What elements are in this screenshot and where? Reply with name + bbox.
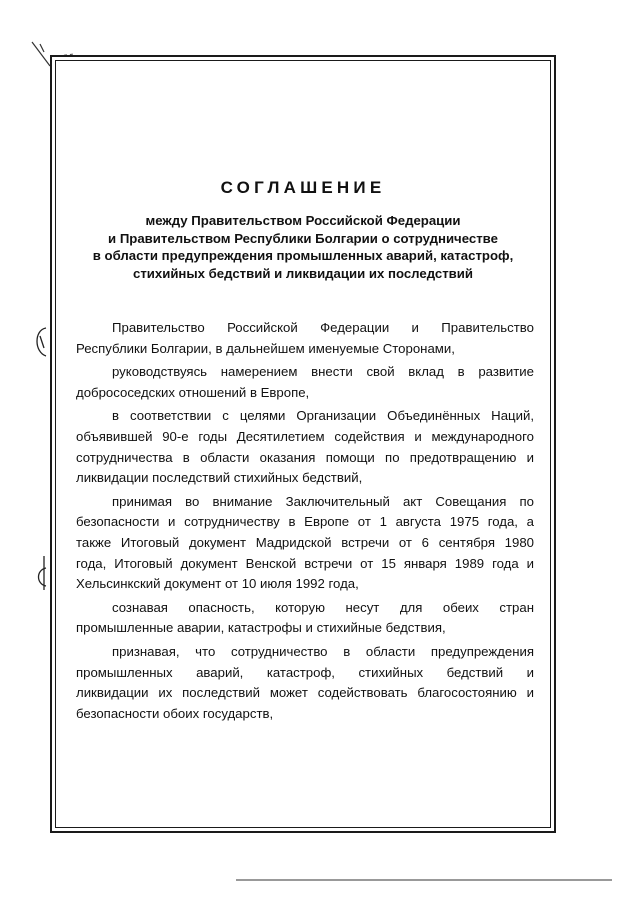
document-title: СОГЛАШЕНИЕ [220, 178, 386, 197]
paragraph-recognizing [76, 642, 534, 724]
text-line: принимая во внимание Заключительный акт Совещания по [112, 493, 534, 509]
paragraph-parties [76, 318, 534, 359]
text-line: сознавая опасность, которую несут для обеих стран [112, 599, 534, 615]
text-line: признавая, что сотрудничество в области предупреждения [112, 643, 534, 659]
text-line: сотрудничества в области оказания помощи по предотвращению и [76, 449, 534, 465]
text-line: Правительство Российской Федерации и Правительство [112, 320, 534, 335]
text-line: промышленные аварии, катастрофы и стихийные бедствия, [76, 620, 446, 636]
paragraph-un-goals [76, 406, 534, 488]
paragraph-guided [76, 362, 534, 403]
text-line: года, Итоговый документ Венской встречи от 15 января 1989 года и [76, 555, 534, 571]
binding-hole-mark-lower [39, 556, 47, 590]
text-line: безопасности и сотрудничеству в Европе от 1 августа 1975 года, а [76, 514, 534, 530]
text-line: добрососедских отношений в Европе, [76, 384, 310, 400]
binding-hole-mark-upper [37, 328, 46, 356]
text-line: ликвидации последствий стихийных бедствий, [76, 470, 363, 486]
text-line: объявившей 90-е годы Десятилетием содействия и международного [76, 428, 534, 444]
text-line: также Итоговый документ Мадридской встречи от 6 сентября 1980 [76, 534, 534, 550]
text-line: Хельсинкский документ от 10 июля 1992 года, [76, 576, 359, 592]
text-line: безопасности обоих государств, [76, 705, 274, 721]
subtitle-line: в области предупреждения промышленных аварий, катастроф, [92, 248, 514, 263]
subtitle-line: стихийных бедствий и ликвидации их последствий [132, 265, 474, 281]
subtitle-line: и Правительством Республики Болгарии о сотрудничестве [108, 230, 498, 246]
paragraph-final-act [76, 492, 534, 595]
text-line: промышленных аварий, катастроф, стихийных бедствий и [76, 664, 534, 680]
corner-scratch [32, 42, 50, 66]
text-line: в соответствии с целями Организации Объединённых Наций, [112, 408, 534, 424]
subtitle-line: между Правительством Российской Федерации [145, 213, 461, 228]
text-line: Республики Болгарии, в дальнейшем именуемые Сторонами, [76, 340, 455, 356]
document-subtitle [62, 212, 544, 282]
preamble-body [76, 318, 534, 724]
text-line: руководствуясь намерением внести свой вклад в развитие [112, 364, 534, 380]
paragraph-danger [76, 598, 534, 639]
text-line: ликвидации их последствий может содействовать благосостоянию и [76, 685, 534, 701]
